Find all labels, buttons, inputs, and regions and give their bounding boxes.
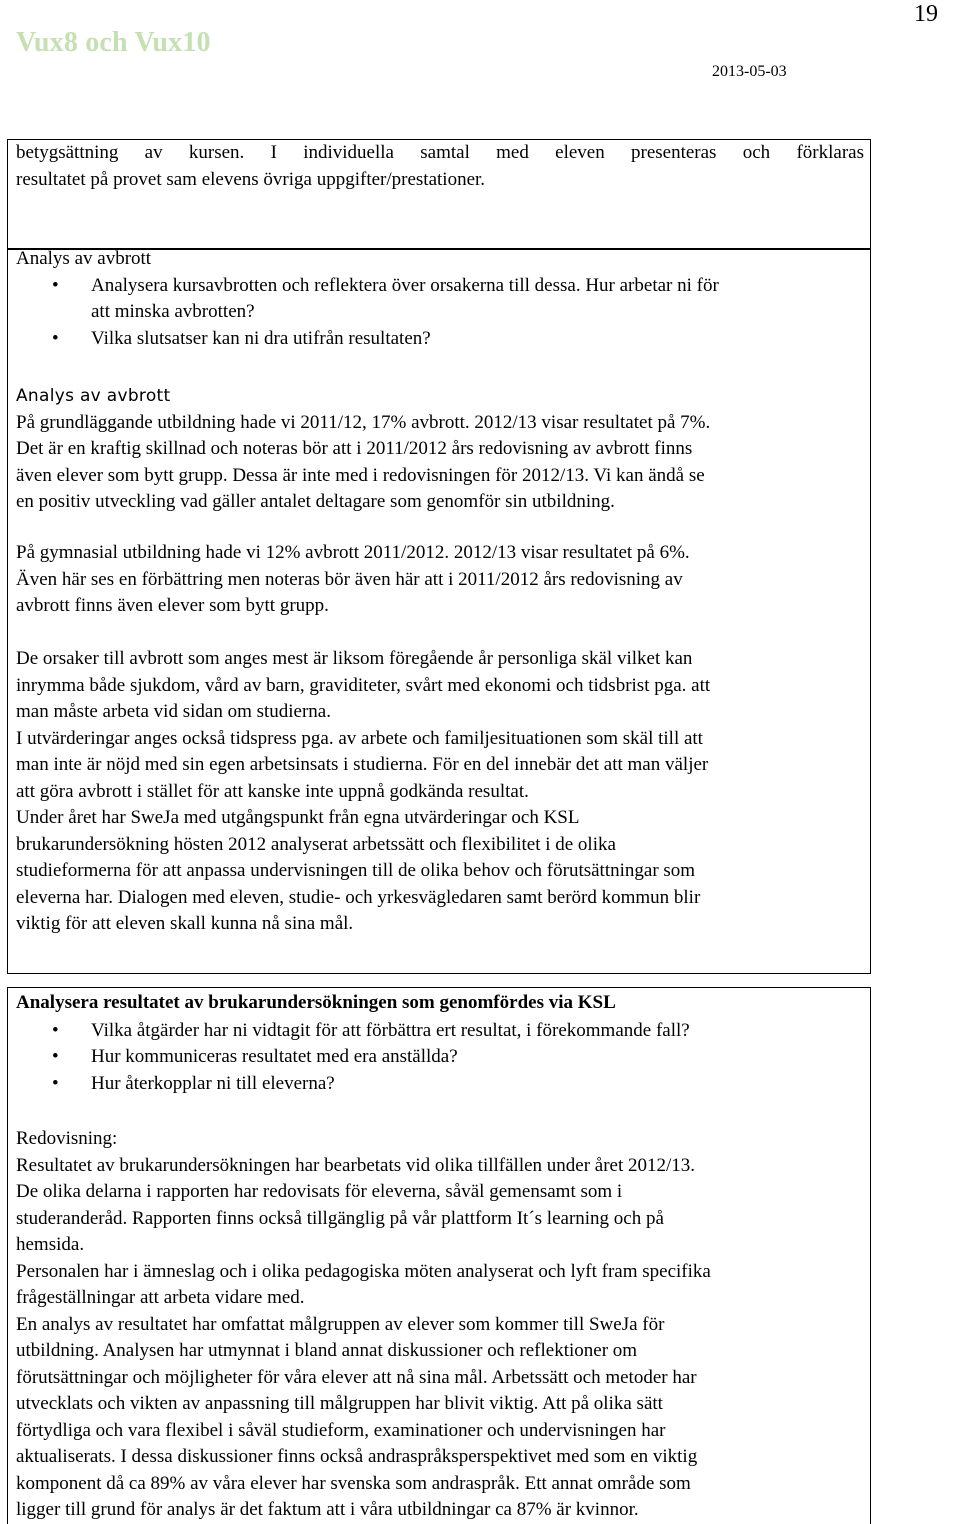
redovisning-section bbox=[16, 1126, 864, 1524]
list-item: • Vilka slutsatser kan ni dra utifrån resultaten? bbox=[16, 326, 864, 353]
paragraph-line: Personalen har i ämneslag och i olika pedagogiska möten analyserat och lyft fram specifika bbox=[16, 1260, 711, 1282]
paragraph-line: Resultatet av brukarundersökningen har bearbetats vid olika tillfällen under året 2012/13. bbox=[16, 1154, 696, 1176]
paragraph-line: inrymma både sjukdom, vård av barn, graviditeter, svårt med ekonomi och tidsbrist pga. att bbox=[16, 674, 711, 696]
list-item: • Hur kommuniceras resultatet med era anställda? bbox=[16, 1044, 864, 1071]
paragraph-line: ligger till grund för analys är det faktum att i våra utbildningar ca 87% är kvinnor. bbox=[16, 1499, 639, 1520]
analys-avbrott-section bbox=[16, 246, 864, 352]
paragraph-line: Det är en kraftig skillnad och noteras bör att i 2011/2012 års redovisning av avbrott finns bbox=[16, 438, 693, 459]
paragraph-line: komponent då ca 89% av våra elever har svenska som andraspråk. Ett annat område som bbox=[16, 1472, 691, 1494]
analys-avbrott-answer bbox=[16, 383, 864, 516]
gymnasial-paragraph bbox=[16, 540, 864, 620]
paragraph-line: hemsida. bbox=[16, 1234, 85, 1255]
paragraph-line: Under året har SweJa med utgångspunkt från egna utvärderingar och KSL bbox=[16, 807, 580, 828]
bullet-icon: • bbox=[52, 1019, 59, 1041]
list-item: • Analysera kursavbrotten och reflektera över orsakerna till dessa. Hur arbetar ni för att minska avbrotten? bbox=[52, 274, 719, 322]
document-header-title: Vux8 och Vux10 bbox=[16, 27, 211, 58]
paragraph-line: eleverna har. Dialogen med eleven, studie- och yrkesvägledaren samt berörd kommun blir bbox=[16, 886, 701, 908]
paragraph-line: att göra avbrott i stället för att kanske inte uppnå godkända resultat. bbox=[16, 780, 529, 802]
bullet-icon: • bbox=[52, 327, 59, 349]
brukarundersokning-section bbox=[16, 990, 864, 1097]
paragraph-line: frågeställningar att arbeta vidare med. bbox=[16, 1287, 305, 1308]
paragraph-line: aktualiserats. I dessa diskussioner finns också andraspråksperspektivet med som en viktig bbox=[16, 1446, 698, 1467]
question-list bbox=[16, 273, 864, 353]
intro-line: betygsättning av kursen. I individuella samtal med eleven presenteras och förklaras bbox=[16, 142, 864, 163]
paragraph-line: De orsaker till avbrott som anges mest är liksom föregående år personliga skäl vilket kan bbox=[16, 648, 693, 669]
paragraph-line: Även här ses en förbättring men noteras bör även här att i 2011/2012 års redovisning av bbox=[16, 568, 683, 590]
paragraph-line: I utvärderingar anges också tidspress pga. av arbete och familjesituationen som skäl till att bbox=[16, 727, 703, 749]
intro-line: resultatet på provet sam elevens övriga uppgifter/prestationer. bbox=[16, 168, 486, 190]
paragraph-line: brukarundersökning hösten 2012 analyserat arbetssätt och flexibilitet i de olika bbox=[16, 833, 616, 855]
paragraph-line: viktig för att eleven skall kunna nå sina mål. bbox=[16, 913, 354, 934]
paragraph-line: De olika delarna i rapporten har redovisats för eleverna, såväl gemensamt som i bbox=[16, 1181, 623, 1202]
section-heading: Analysera resultatet av brukarundersökningen som genomfördes via KSL bbox=[16, 992, 616, 1013]
paragraph-line: en positiv utveckling vad gäller antalet deltagare som genomför sin utbildning. bbox=[16, 491, 615, 512]
paragraph-line: studeranderåd. Rapporten finns också tillgänglig på vår plattform It´s learning och på bbox=[16, 1207, 664, 1229]
list-item: • Hur återkopplar ni till eleverna? bbox=[16, 1071, 864, 1098]
paragraph-line: På gymnasial utbildning hade vi 12% avbrott 2011/2012. 2012/13 visar resultatet på 6%. bbox=[16, 542, 690, 563]
section-heading: Analys av avbrott bbox=[16, 248, 152, 269]
question-list bbox=[16, 1018, 864, 1098]
paragraph-line: förtydliga och vara flexibel i såväl studieform, examinationer och undervisningen har bbox=[16, 1419, 666, 1441]
bullet-icon: • bbox=[52, 1072, 59, 1094]
intro-text bbox=[16, 140, 864, 193]
paragraph-line: man inte är nöjd med sin egen arbetsinsats i studierna. För en del innebär det att man väljer bbox=[16, 754, 709, 775]
bullet-icon: • bbox=[52, 274, 59, 296]
paragraph-line: även elever som bytt grupp. Dessa är inte med i redovisningen för 2012/13. Vi kan ändå se bbox=[16, 464, 705, 486]
paragraph-line: förutsättningar och möjligheter för våra elever att nå sina mål. Arbetssätt och metoder har bbox=[16, 1366, 697, 1388]
orsaker-paragraph bbox=[16, 646, 864, 938]
paragraph-line: På grundläggande utbildning hade vi 2011/12, 17% avbrott. 2012/13 visar resultatet på 7%. bbox=[16, 411, 711, 433]
paragraph-line: utbildning. Analysen har utmynnat i bland annat diskussioner och reflektioner om bbox=[16, 1340, 638, 1361]
paragraph-line: avbrott finns även elever som bytt grupp. bbox=[16, 595, 329, 616]
bullet-icon: • bbox=[52, 1046, 59, 1067]
redovisning-label: Redovisning: bbox=[16, 1128, 118, 1149]
page-number: 19 bbox=[914, 1, 938, 27]
document-header-date: 2013-05-03 bbox=[712, 63, 787, 80]
list-item: • Vilka åtgärder har ni vidtagit för att förbättra ert resultat, i förekommande fall? bbox=[16, 1018, 864, 1045]
paragraph-line: studieformerna för att anpassa undervisningen till de olika behov och förutsättningar som bbox=[16, 860, 696, 881]
paragraph-line: man måste arbeta vid sidan om studierna. bbox=[16, 701, 331, 722]
paragraph-line: utvecklats och vikten av anpassning till målgruppen har blivit viktig. Att på olika sätt bbox=[16, 1393, 663, 1414]
answer-heading: Analys av avbrott bbox=[16, 386, 171, 406]
paragraph-line: En analys av resultatet har omfattat målgruppen av elever som kommer till SweJa för bbox=[16, 1313, 665, 1335]
